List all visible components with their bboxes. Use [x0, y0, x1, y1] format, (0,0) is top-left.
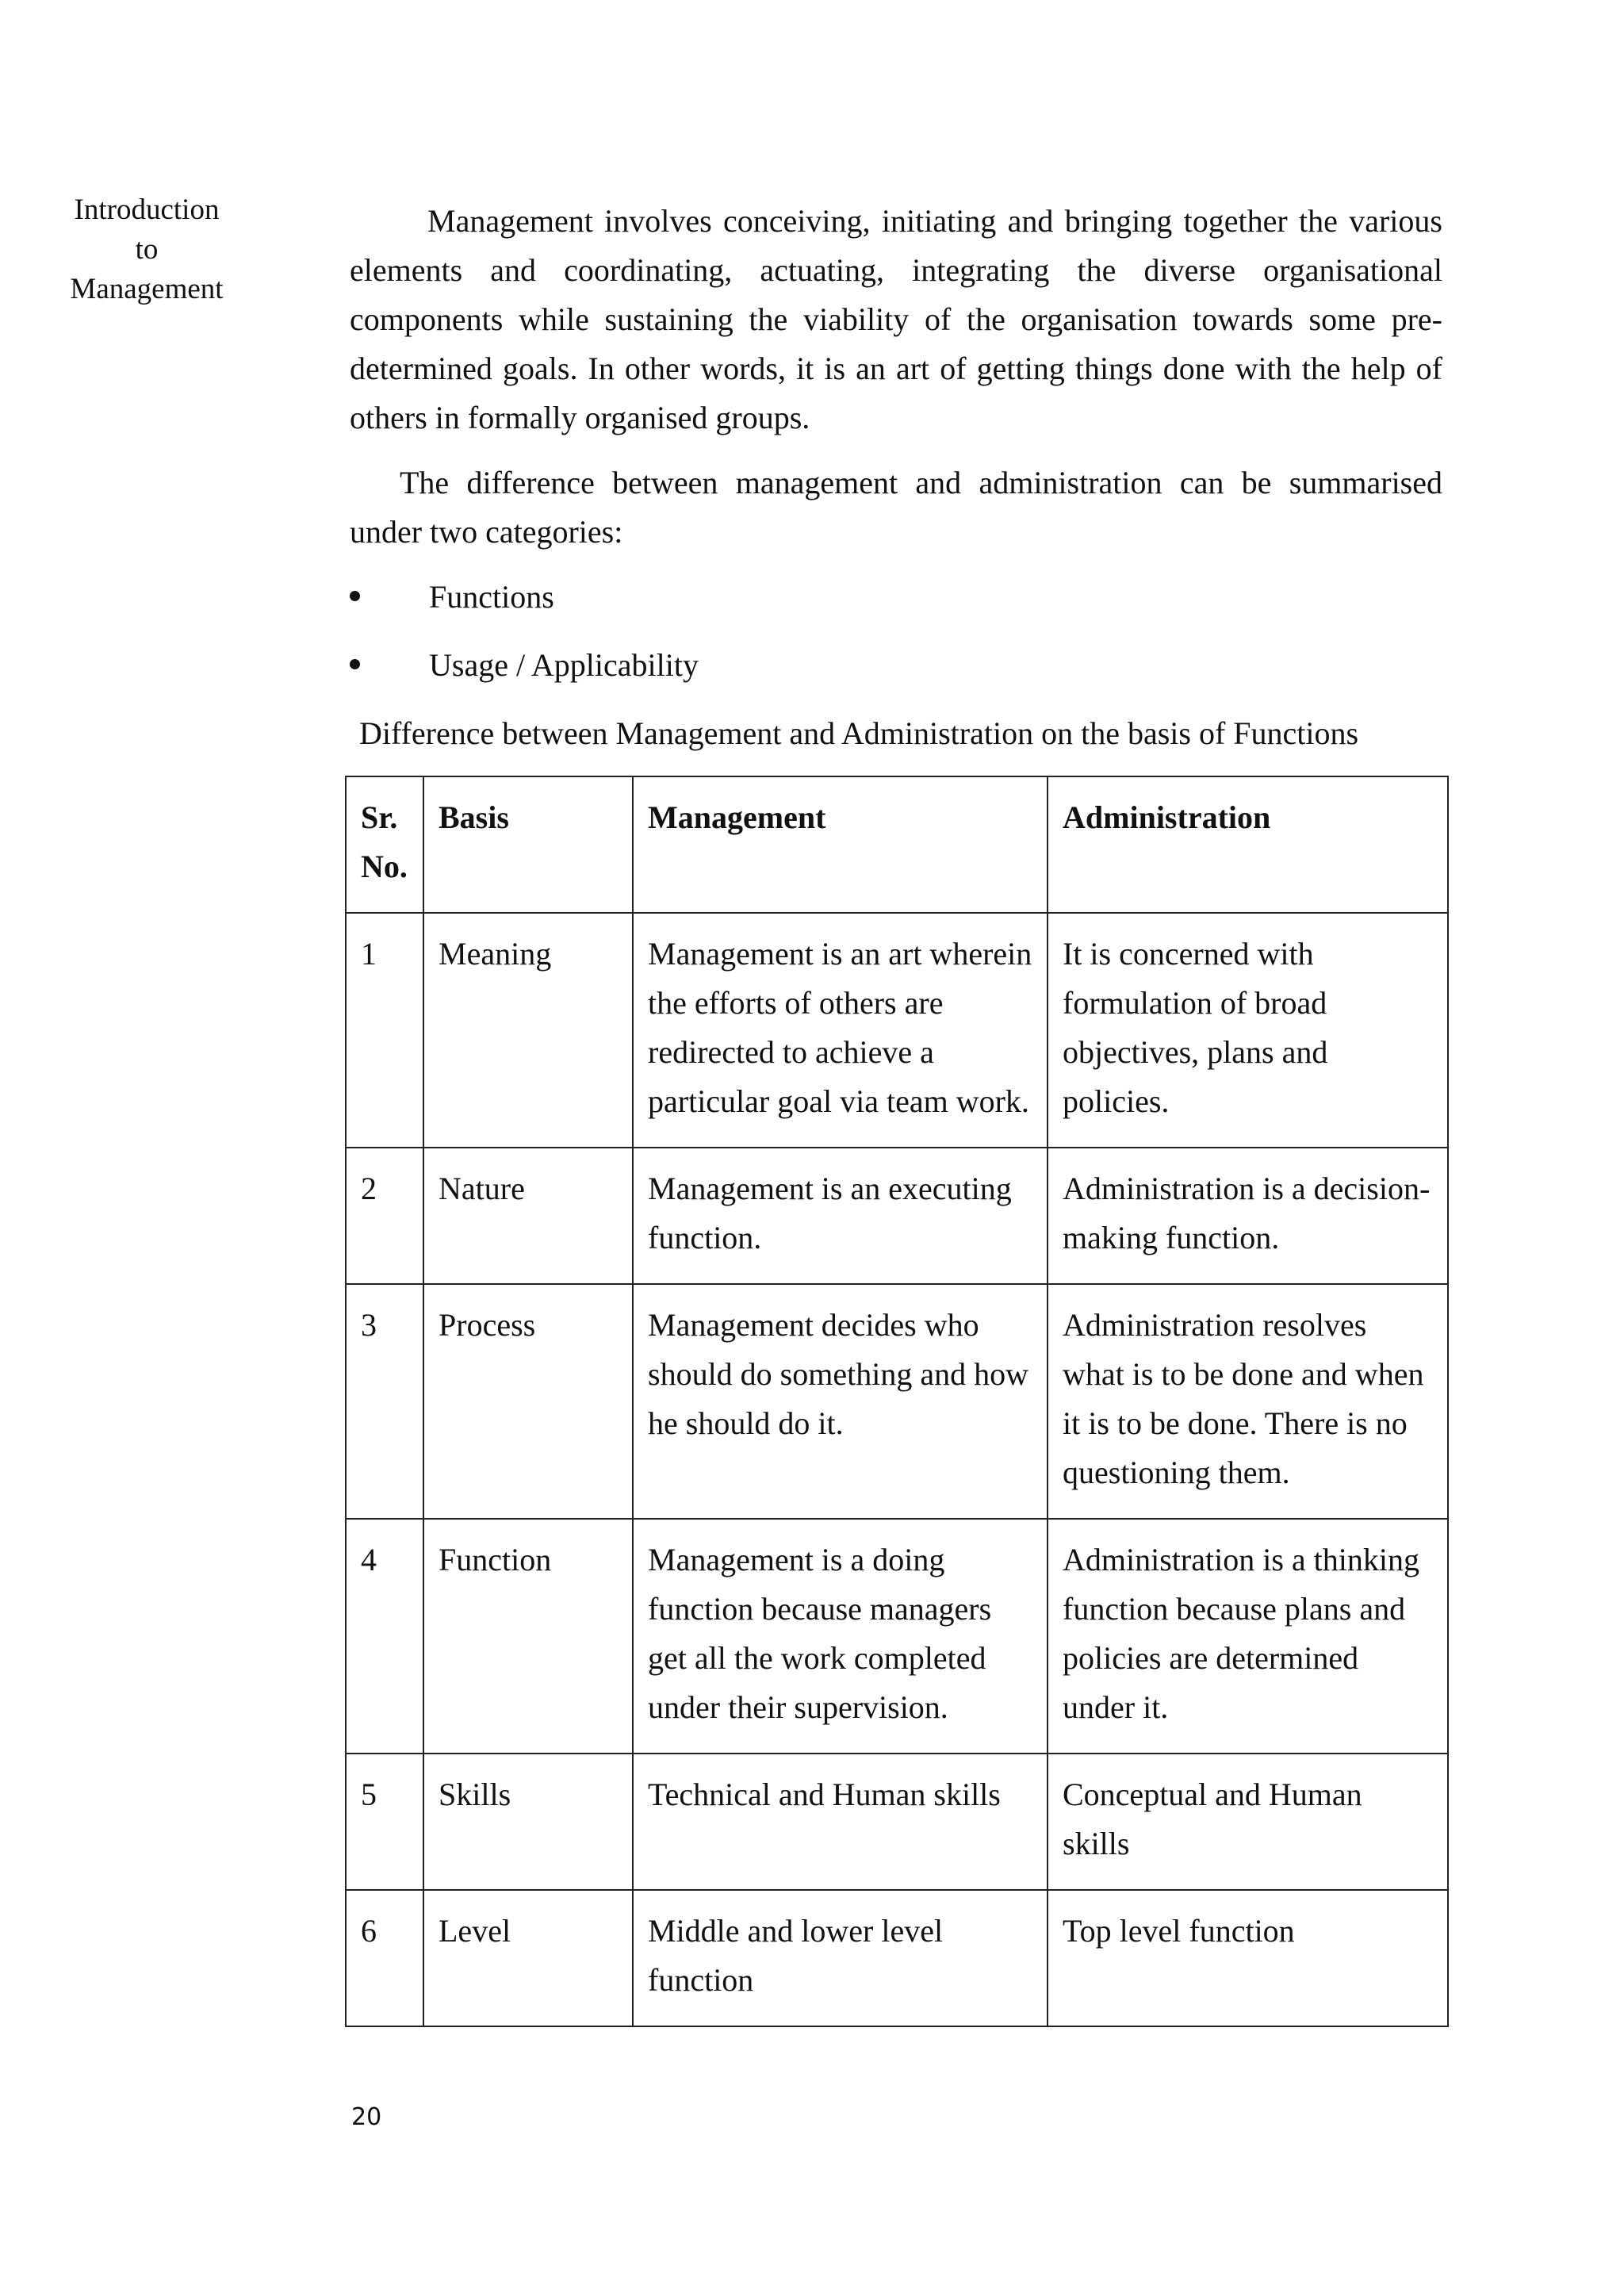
cell-basis: Process: [423, 1284, 633, 1519]
cell-administration: Administration is a thinking function because plans and policies are determined under it.: [1048, 1519, 1448, 1754]
cell-administration: It is concerned with formulation of broad objectives, plans and policies.: [1048, 913, 1448, 1148]
table-row: [346, 1890, 1448, 2026]
list-item-label: Functions: [429, 579, 554, 615]
side-heading-line: to: [135, 233, 159, 266]
cell-basis: Function: [423, 1519, 633, 1754]
category-list: [350, 573, 1442, 690]
list-item: [350, 573, 1442, 622]
cell-administration: Administration resolves what is to be done and when it is to be done. There is no questioning them.: [1048, 1284, 1448, 1519]
header-administration: Administration: [1048, 776, 1448, 913]
list-item: [350, 641, 1442, 690]
page-number: 20: [351, 2103, 382, 2131]
header-sr-line: No.: [361, 849, 408, 884]
list-item-label: Usage / Applicability: [429, 647, 699, 683]
bullet-icon: [350, 659, 360, 669]
cell-sr: 6: [346, 1890, 423, 2026]
side-heading: [48, 190, 246, 309]
difference-table: [345, 776, 1449, 2027]
cell-basis: Level: [423, 1890, 633, 2026]
side-heading-line: Management: [70, 273, 224, 305]
table-row: [346, 1284, 1448, 1519]
cell-management: Middle and lower level function: [633, 1890, 1048, 2026]
cell-management: Management is an art wherein the efforts of others are redirected to achieve a particular goal via team work.: [633, 913, 1048, 1148]
header-basis: Basis: [423, 776, 633, 913]
cell-administration: Administration is a decision-making function.: [1048, 1148, 1448, 1284]
cell-management: Management is a doing function because managers get all the work completed under their supervision.: [633, 1519, 1048, 1754]
table-row: [346, 1754, 1448, 1890]
cell-basis: Nature: [423, 1148, 633, 1284]
side-heading-line: Introduction: [74, 194, 220, 226]
header-sr-no: [346, 776, 423, 913]
cell-sr: 1: [346, 913, 423, 1148]
intro-paragraph: Management involves conceiving, initiating and bringing together the various elements and coordinating, actuating, integrating the diverse organisational components while sustaining the viability of the organisation towards some pre-determined goals. In other words, it is an art of getting things done with the help of others in formally organised groups.: [350, 203, 1442, 435]
table-caption: Difference between Management and Administration on the basis of Functions: [359, 715, 1359, 751]
table-row: [346, 1519, 1448, 1754]
cell-administration: Conceptual and Human skills: [1048, 1754, 1448, 1890]
table-header-row: [346, 776, 1448, 913]
cell-management: Management is an executing function.: [633, 1148, 1048, 1284]
cell-sr: 4: [346, 1519, 423, 1754]
cell-administration: Top level function: [1048, 1890, 1448, 2026]
cell-basis: Skills: [423, 1754, 633, 1890]
cell-sr: 3: [346, 1284, 423, 1519]
cell-basis: Meaning: [423, 913, 633, 1148]
table-row: [346, 913, 1448, 1148]
bullet-icon: [350, 591, 360, 601]
header-management: Management: [633, 776, 1048, 913]
cell-management: Management decides who should do something and how he should do it.: [633, 1284, 1048, 1519]
difference-paragraph: The difference between management and administration can be summarised under two categories:: [350, 465, 1442, 550]
header-sr-line: Sr.: [361, 799, 398, 835]
table-row: [346, 1148, 1448, 1284]
cell-management: Technical and Human skills: [633, 1754, 1048, 1890]
page-content: [350, 197, 1442, 2027]
cell-sr: 5: [346, 1754, 423, 1890]
cell-sr: 2: [346, 1148, 423, 1284]
